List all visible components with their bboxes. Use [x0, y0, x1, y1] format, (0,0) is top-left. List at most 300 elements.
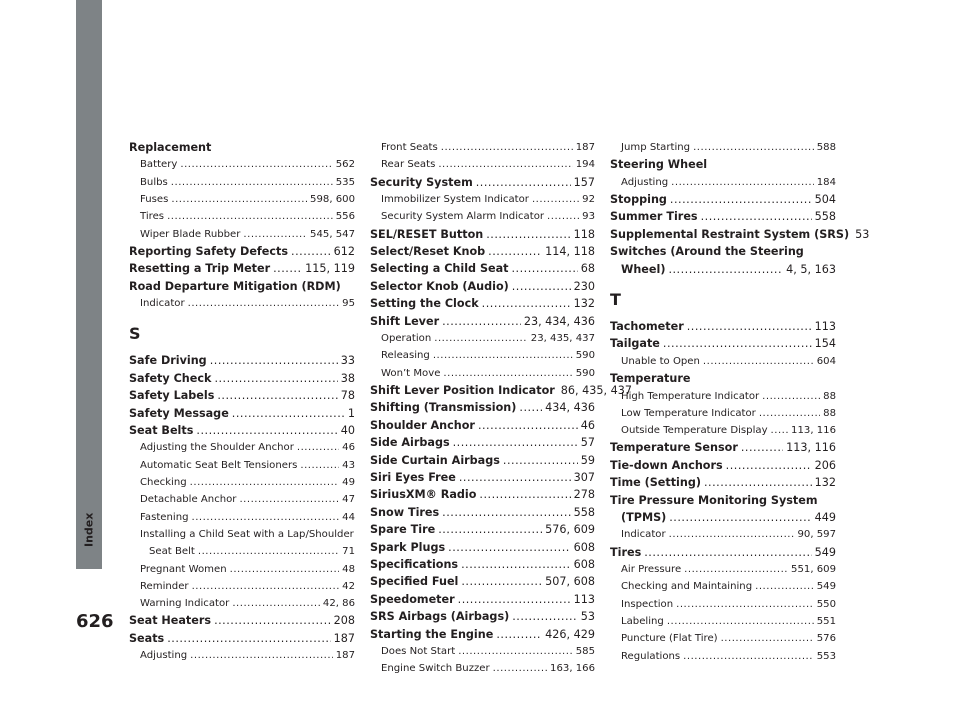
entry-term: Reporting Safety Defects — [129, 244, 289, 258]
dot-leader — [667, 613, 814, 630]
index-subentry — [129, 439, 355, 456]
entry-pages: 48 — [342, 563, 355, 575]
dot-leader — [214, 370, 337, 387]
index-entry — [370, 417, 595, 434]
entry-pages: 47 — [342, 494, 355, 506]
entry-pages: 43 — [342, 459, 355, 471]
dot-leader — [434, 330, 528, 347]
entry-pages: 42, 86 — [322, 598, 355, 610]
dot-leader — [273, 260, 302, 277]
entry-pages: 53 — [580, 610, 595, 624]
dot-leader — [759, 405, 820, 422]
entry-pages: 1 — [347, 406, 355, 420]
entry-pages: 187 — [333, 631, 355, 645]
entry-term: Battery — [140, 159, 178, 171]
dot-leader — [192, 578, 340, 595]
entry-pages: 187 — [575, 142, 595, 153]
entry-term: Specifications — [370, 557, 459, 571]
entry-pages: 132 — [573, 297, 595, 311]
dot-leader — [478, 417, 578, 434]
dot-leader — [443, 365, 572, 382]
entry-term: Inspection — [621, 598, 674, 610]
dot-leader — [482, 295, 571, 312]
entry-pages: 507, 608 — [545, 575, 595, 589]
entry-term: Outside Temperature Display — [621, 425, 768, 437]
dot-leader — [230, 561, 340, 578]
entry-term: Checking — [140, 477, 187, 489]
dot-leader — [684, 561, 788, 578]
index-entry — [370, 452, 595, 469]
dot-leader — [683, 648, 814, 665]
entry-term: Shifting (Transmission) — [370, 401, 517, 415]
entry-term: Tires — [610, 545, 642, 559]
entry-term: Safety Message — [129, 406, 229, 420]
dot-leader — [663, 335, 812, 352]
entry-pages: 550 — [816, 598, 836, 610]
entry-pages: 95 — [342, 298, 355, 310]
index-subentry — [129, 295, 355, 312]
index-subentry — [370, 347, 595, 364]
entry-pages: 90, 597 — [797, 529, 836, 541]
entry-term: Pregnant Women — [140, 563, 227, 575]
entry-pages: 608 — [573, 557, 595, 571]
index-subentry — [129, 595, 355, 612]
index-entry — [370, 174, 595, 191]
entry-term: Tachometer — [610, 320, 684, 334]
dot-leader — [671, 174, 814, 191]
entry-pages: 113, 116 — [791, 425, 836, 437]
index-subentry — [370, 660, 595, 677]
entry-pages: 608 — [573, 540, 595, 554]
entry-pages: 86, 435, 437 — [560, 383, 632, 397]
dot-leader — [198, 543, 339, 560]
dot-leader — [693, 139, 814, 156]
entry-term: Adjusting the Shoulder Anchor — [140, 442, 294, 454]
entry-term: Does Not Start — [381, 646, 456, 658]
index-entry — [370, 504, 595, 521]
entry-pages: 4, 5, 163 — [786, 262, 836, 276]
entry-term: Setting the Clock — [370, 297, 479, 311]
entry-term: Starting the Engine — [370, 627, 494, 641]
entry-pages: 88 — [823, 407, 836, 419]
entry-pages: 604 — [816, 355, 836, 367]
entry-pages: 163, 166 — [550, 663, 595, 675]
index-entry — [129, 243, 355, 260]
index-subentry — [370, 156, 595, 173]
entry-term: Adjusting — [621, 176, 669, 188]
entry-pages: 558 — [814, 210, 836, 224]
entry-term: Safety Labels — [129, 389, 215, 403]
entry-pages: 113, 116 — [786, 441, 836, 455]
entry-pages: 307 — [573, 470, 595, 484]
dot-leader — [442, 504, 570, 521]
dot-leader — [458, 591, 571, 608]
index-subentry-text: Installing a Child Seat with a Lap/Shoulder — [140, 528, 354, 540]
entry-term: Seat Heaters — [129, 614, 212, 628]
dot-leader — [171, 174, 333, 191]
entry-pages: 558 — [573, 505, 595, 519]
entry-term: Selecting a Child Seat — [370, 262, 509, 276]
entry-pages: 38 — [340, 371, 355, 385]
entry-term: Tie-down Anchors — [610, 458, 723, 472]
dot-leader — [217, 387, 337, 404]
index-subentry — [129, 561, 355, 578]
entry-pages: 40 — [340, 424, 355, 438]
entry-term: Spare Tire — [370, 523, 436, 537]
index-subentry — [610, 526, 836, 543]
index-entry — [610, 191, 836, 208]
entry-term: Checking and Maintaining — [621, 581, 753, 593]
entry-term: Bulbs — [140, 176, 168, 188]
dot-leader — [459, 469, 571, 486]
entry-pages: 46 — [342, 442, 355, 454]
index-entry — [610, 226, 870, 243]
dot-leader — [239, 491, 339, 508]
index-heading: Tire Pressure Monitoring System — [610, 493, 818, 507]
index-heading: Switches (Around the Steering — [610, 245, 804, 259]
entry-term: Resetting a Trip Meter — [129, 262, 271, 276]
dot-leader — [511, 260, 577, 277]
dot-leader — [291, 243, 331, 260]
entry-pages: 53 — [855, 227, 870, 241]
entry-pages: 576 — [816, 633, 836, 645]
entry-pages: 556 — [335, 211, 355, 223]
index-entry — [610, 261, 836, 278]
entry-pages: 208 — [333, 614, 355, 628]
entry-term: Regulations — [621, 650, 681, 662]
index-entry — [610, 544, 836, 561]
dot-leader — [438, 521, 542, 538]
entry-pages: 33 — [340, 354, 355, 368]
index-subentry — [129, 647, 355, 664]
section-letter: T — [610, 290, 621, 310]
entry-pages: 68 — [580, 262, 595, 276]
entry-term: High Temperature Indicator — [621, 390, 760, 402]
page-number: 626 — [76, 611, 114, 632]
index-entry — [370, 278, 595, 295]
dot-leader — [701, 208, 812, 225]
dot-leader — [755, 578, 814, 595]
dot-leader — [441, 139, 573, 156]
entry-term: Siri Eyes Free — [370, 470, 456, 484]
entry-term: SiriusXM® Radio — [370, 488, 477, 502]
entry-pages: 23, 435, 437 — [530, 333, 595, 345]
entry-term: Security System Alarm Indicator — [381, 211, 545, 223]
index-entry — [610, 318, 836, 335]
entry-pages: 78 — [340, 389, 355, 403]
index-entry — [610, 457, 836, 474]
entry-term: Labeling — [621, 616, 664, 628]
index-subentry — [370, 330, 595, 347]
entry-pages: 549 — [814, 545, 836, 559]
entry-term: Snow Tires — [370, 505, 440, 519]
entry-pages: 115, 119 — [305, 262, 355, 276]
dot-leader — [458, 643, 573, 660]
section-letter: S — [129, 324, 141, 344]
index-entry — [129, 260, 355, 277]
entry-term: Jump Starting — [621, 142, 691, 153]
index-entry — [610, 439, 836, 456]
dot-leader — [297, 439, 339, 456]
entry-term: Wheel) — [621, 262, 666, 276]
index-entry — [370, 260, 595, 277]
entry-term: Unable to Open — [621, 355, 700, 367]
index-entry — [370, 313, 595, 330]
dot-leader — [210, 352, 338, 369]
dot-leader — [532, 191, 579, 208]
entry-term: Indicator — [140, 298, 185, 310]
index-entry — [370, 399, 595, 416]
dot-leader — [438, 156, 572, 173]
index-subentry — [370, 643, 595, 660]
entry-term: Releasing — [381, 350, 430, 362]
index-entry — [370, 608, 595, 625]
entry-term: Shoulder Anchor — [370, 418, 475, 432]
dot-leader — [232, 595, 320, 612]
entry-term: Stopping — [610, 193, 667, 206]
dot-leader — [669, 526, 795, 543]
entry-term: Select/Reset Knob — [370, 245, 486, 258]
entry-term: Side Curtain Airbags — [370, 453, 500, 467]
dot-leader — [512, 608, 578, 625]
entry-pages: 49 — [342, 477, 355, 489]
entry-pages: 114, 118 — [545, 245, 595, 258]
entry-term: SEL/RESET Button — [370, 227, 484, 241]
dot-leader — [741, 439, 783, 456]
entry-pages: 42 — [342, 580, 355, 592]
index-entry — [610, 474, 836, 491]
index-subentry — [129, 543, 355, 560]
entry-term: (TPMS) — [621, 511, 667, 525]
entry-pages: 93 — [582, 211, 595, 223]
entry-term: Summer Tires — [610, 210, 698, 224]
index-entry — [370, 226, 595, 243]
entry-term: Tailgate — [610, 337, 660, 351]
dot-leader — [704, 474, 812, 491]
entry-pages: 504 — [814, 193, 836, 206]
entry-pages: 535 — [335, 176, 355, 188]
index-subentry — [370, 208, 595, 225]
entry-pages: 449 — [814, 511, 836, 525]
entry-term: Speedometer — [370, 592, 455, 606]
entry-term: Rear Seats — [381, 159, 436, 171]
index-entry — [129, 370, 355, 387]
index-subentry — [610, 388, 836, 405]
index-entry — [129, 352, 355, 369]
index-subentry — [370, 365, 595, 382]
entry-pages: 132 — [814, 476, 836, 490]
index-entry — [610, 208, 836, 225]
dot-leader — [547, 208, 579, 225]
entry-pages: 44 — [342, 511, 355, 523]
dot-leader — [670, 191, 812, 208]
dot-leader — [519, 399, 542, 416]
entry-term: Shift Lever — [370, 314, 440, 328]
dot-leader — [726, 457, 812, 474]
index-subentry — [610, 561, 836, 578]
entry-pages: 553 — [816, 650, 836, 662]
entry-pages: 576, 609 — [545, 523, 595, 537]
index-subentry — [129, 509, 355, 526]
dot-leader — [167, 208, 333, 225]
index-subentry — [129, 226, 355, 243]
entry-term: Specified Fuel — [370, 575, 459, 589]
index-entry — [370, 556, 595, 573]
index-entry — [370, 469, 595, 486]
entry-pages: 588 — [816, 142, 836, 153]
dot-leader — [167, 630, 330, 647]
dot-leader — [488, 243, 542, 260]
dot-leader — [232, 405, 345, 422]
dot-leader — [721, 630, 814, 647]
entry-pages: 59 — [580, 453, 595, 467]
entry-pages: 184 — [816, 176, 836, 188]
index-entry — [129, 612, 355, 629]
entry-term: Air Pressure — [621, 564, 682, 576]
dot-leader — [476, 174, 571, 191]
index-entry — [370, 626, 595, 643]
entry-pages: 434, 436 — [545, 401, 595, 415]
entry-pages: 551 — [816, 616, 836, 628]
entry-pages: 154 — [814, 337, 836, 351]
entry-term: Reminder — [140, 580, 189, 592]
dot-leader — [433, 347, 573, 364]
index-subentry — [370, 139, 595, 156]
entry-pages: 194 — [575, 159, 595, 171]
entry-term: Spark Plugs — [370, 540, 446, 554]
entry-term: Fastening — [140, 511, 189, 523]
dot-leader — [676, 596, 814, 613]
index-subentry — [129, 191, 355, 208]
entry-pages: 590 — [575, 350, 595, 362]
entry-term: Front Seats — [381, 142, 438, 153]
entry-pages: 426, 429 — [545, 627, 595, 641]
index-column-1 — [129, 139, 355, 665]
index-subentry — [610, 578, 836, 595]
entry-pages: 545, 547 — [310, 228, 355, 240]
dot-leader — [687, 318, 812, 335]
index-column-3 — [610, 139, 870, 665]
index-subentry — [610, 613, 836, 630]
dot-leader — [243, 226, 307, 243]
index-entry — [370, 243, 595, 260]
dot-leader — [214, 612, 331, 629]
index-subentry — [610, 422, 836, 439]
dot-leader — [190, 474, 339, 491]
index-entry — [610, 335, 836, 352]
entry-pages: 57 — [580, 436, 595, 450]
index-entry — [370, 382, 632, 399]
dot-leader — [762, 388, 820, 405]
index-side-tab — [76, 0, 102, 569]
index-subentry — [610, 596, 836, 613]
dot-leader — [461, 556, 571, 573]
dot-leader — [512, 278, 571, 295]
index-subentry — [129, 578, 355, 595]
index-subentry — [610, 405, 836, 422]
index-subentry — [129, 208, 355, 225]
entry-term: Immobilizer System Indicator — [381, 194, 529, 205]
index-entry — [129, 422, 355, 439]
index-heading: Replacement — [129, 141, 212, 154]
dot-leader — [669, 509, 811, 526]
index-subentry — [370, 191, 595, 208]
index-subentry — [610, 353, 836, 370]
dot-leader — [703, 353, 814, 370]
entry-term: Low Temperature Indicator — [621, 407, 756, 419]
dot-leader — [171, 191, 307, 208]
entry-term: Puncture (Flat Tire) — [621, 633, 718, 645]
index-subentry — [610, 174, 836, 191]
entry-term: Safe Driving — [129, 354, 207, 368]
dot-leader — [196, 422, 337, 439]
entry-pages: 113 — [573, 592, 595, 606]
dot-leader — [668, 261, 783, 278]
entry-pages: 71 — [342, 546, 355, 558]
dot-leader — [493, 660, 547, 677]
dot-leader — [771, 422, 789, 439]
entry-term: Fuses — [140, 194, 169, 205]
entry-pages: 585 — [575, 646, 595, 658]
index-column-2 — [370, 139, 632, 678]
entry-term: Engine Switch Buzzer — [381, 663, 490, 675]
entry-term: Operation — [381, 333, 432, 345]
dot-leader — [644, 544, 811, 561]
entry-pages: 23, 434, 436 — [523, 314, 595, 328]
dot-leader — [448, 539, 571, 556]
index-subentry — [129, 457, 355, 474]
dot-leader — [180, 156, 332, 173]
entry-term: Security System — [370, 175, 473, 189]
index-subentry — [129, 474, 355, 491]
entry-term: Time (Setting) — [610, 476, 701, 490]
entry-pages: 278 — [573, 488, 595, 502]
entry-pages: 92 — [582, 194, 595, 205]
index-subentry — [610, 139, 836, 156]
index-entry — [129, 630, 355, 647]
index-entry — [370, 521, 595, 538]
entry-pages: 612 — [333, 244, 355, 258]
entry-term: Temperature Sensor — [610, 441, 738, 455]
dot-leader — [188, 295, 340, 312]
entry-term: Supplemental Restraint System (SRS) — [610, 227, 850, 241]
index-entry — [370, 539, 595, 556]
entry-term: Side Airbags — [370, 436, 450, 450]
index-subentry — [610, 630, 836, 647]
entry-pages: 562 — [335, 159, 355, 171]
entry-term: Warning Indicator — [140, 598, 230, 610]
index-entry — [370, 434, 595, 451]
entry-term: Adjusting — [140, 650, 188, 662]
dot-leader — [192, 509, 340, 526]
dot-leader — [461, 573, 542, 590]
entry-pages: 206 — [814, 458, 836, 472]
dot-leader — [442, 313, 521, 330]
index-heading: Road Departure Mitigation (RDM) — [129, 279, 341, 293]
index-entry — [370, 591, 595, 608]
entry-pages: 113 — [814, 320, 836, 334]
entry-term: SRS Airbags (Airbags) — [370, 610, 510, 624]
entry-term: Wiper Blade Rubber — [140, 228, 241, 240]
entry-pages: 118 — [573, 227, 595, 241]
index-subentry — [129, 491, 355, 508]
index-entry — [370, 573, 595, 590]
entry-term: Won’t Move — [381, 367, 441, 379]
entry-pages: 187 — [335, 650, 355, 662]
entry-pages: 598, 600 — [310, 194, 355, 205]
entry-pages: 88 — [823, 390, 836, 402]
entry-pages: 46 — [580, 418, 595, 432]
